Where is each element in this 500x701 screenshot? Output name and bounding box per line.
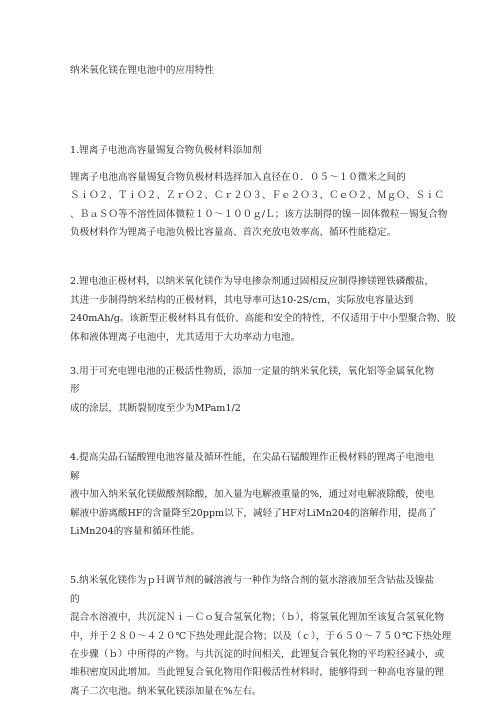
paragraph-line: 在步骤（ｂ）中所得的产物。与共沉淀的时间相关，此锂复合氧化物的平均粒径减小，或	[70, 648, 445, 660]
paragraph-line: 其进一步制得纳米结构的正极材料，其电导率可达10-2S/cm，实际放电容量达到	[70, 294, 414, 306]
paragraph-line: 成的涂层，其断裂韧度至少为MPam1/2	[70, 402, 241, 414]
paragraph-line: ＳｉＯ２、ＴｉＯ２、ＺｒＯ２、Ｃｒ２Ｏ３、Ｆｅ２Ｏ３、ＣｅＯ２、ＭｇＯ、ＳｉＣ	[70, 190, 445, 202]
paragraph-line: 、ＢａＳＯ等不溶性固体微粒１０～１００ｇ/Ｌ；该方法制得的镍－固体微粒－锡复合物	[70, 208, 448, 220]
paragraph-line: 体和液体锂离子电池中，尤其适用于大功率动力电池。	[70, 331, 301, 343]
paragraph-line: 中，并于２８０～４２０℃下热处理此混合物；以及（ｃ），于６５０～７５０℃下热处理	[70, 630, 452, 642]
paragraph-line: LiMn204的容量和循环性能。	[70, 525, 201, 537]
paragraph-line: 液中加入纳米氧化镁做酸剂除酸，加入量为电解液重量的%，通过对电解液除酸，使电	[70, 489, 435, 501]
section-heading: 1.锂离子电池高容量锡复合物负极材料添加剂	[70, 145, 262, 157]
section-3	[70, 363, 440, 418]
paragraph-line: 解液中游离酸HF的含量降至20ppm以下，减轻了HF对LiMn204的溶解作用，提高了	[70, 507, 437, 519]
section-2	[70, 273, 456, 347]
spacer	[70, 111, 440, 142]
document-title: 纳米氧化镁在锂电池中的应用特性	[70, 65, 214, 76]
section-heading: 5.纳米氧化镁作为ｐＨ调节剂的碱溶液与一种作为络合剂的氨水溶液加至含钴盐及镍盐的	[70, 575, 435, 605]
paragraph-line: 负极材料作为锂离子电池负极比容量高、首次充放电效率高、循环性能稳定。	[70, 227, 397, 239]
paragraph-line: 堆积密度因此增加。当此锂复合氧化物用作阳极活性材料时，能够得到一种高电容量的锂	[70, 667, 445, 679]
paragraph-line: 240mAh/g。该新型正极材料具有低价、高能和安全的特性，不仅适用于中小型聚合物、胶	[70, 313, 456, 325]
paragraph-line: 锂离子电池高容量锡复合物负极材料选择加入直径在０．０５～１０微米之间的	[70, 171, 406, 183]
section-heading: 4.提高尖晶石锰酸锂电池容量及循环性能，在尖晶石锰酸锂作正极材料的锂离子电池电解	[70, 452, 435, 482]
section-5	[70, 572, 452, 701]
section-heading: 3.用于可充电锂电池的正极活性物质，添加一定量的纳米氧化镁，氧化铝等金属氧化物形	[70, 366, 435, 396]
section-1	[70, 142, 448, 242]
section-4	[70, 449, 440, 541]
paragraph-line: 离子二次电池。纳米氧化镁添加量在%左右。	[70, 685, 262, 697]
paragraph-line: 混合水溶液中，共沉淀Ｎｉ－Ｃｏ复合氢氧化物；（ｂ），将氢氧化锂加至该复合氢氧化物	[70, 612, 445, 624]
section-heading: 2.锂电池正极材料，以纳米氧化镁作为导电掺杂剂通过固相反应制得掺镁锂铁磷酸盐，	[70, 276, 435, 288]
